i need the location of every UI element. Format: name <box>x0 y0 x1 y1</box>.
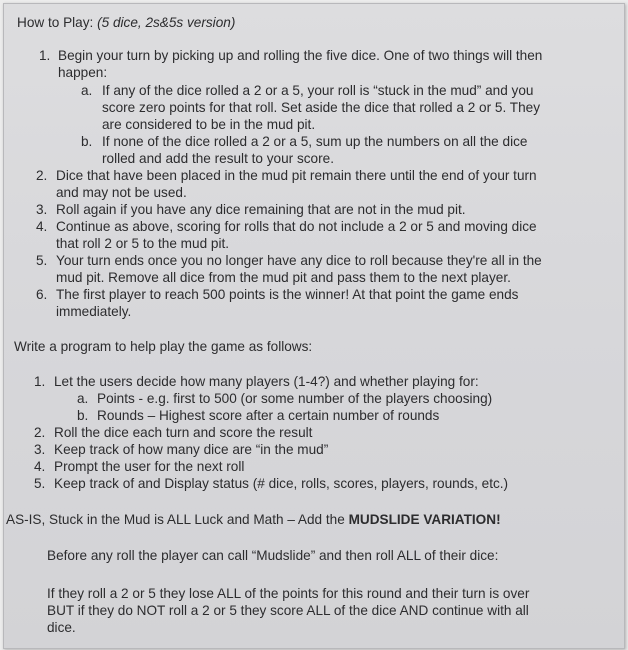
program-1-number: 1. <box>34 374 46 389</box>
variation-paragraph-2-line-3: dice. <box>47 620 76 635</box>
rule-4-number: 4. <box>36 219 48 234</box>
title-variant: (5 dice, 2s&5s version) <box>97 15 236 30</box>
rule-1a-line-1: If any of the dice rolled a 2 or a 5, your roll is “stuck in the mud” and you <box>102 83 534 98</box>
variation-title: MUDSLIDE VARIATION! <box>348 512 501 527</box>
rule-1b-letter: b. <box>81 134 93 149</box>
program-3-text: Keep track of how many dice are “in the mud” <box>54 442 329 457</box>
program-1b-letter: b. <box>77 408 89 423</box>
rule-1b-line-2: rolled and add the result to your score. <box>102 151 334 166</box>
program-2-text: Roll the dice each turn and score the result <box>54 425 313 440</box>
rule-3-number: 3. <box>36 202 48 217</box>
rule-1a-line-3: are considered to be in the mud pit. <box>102 117 316 132</box>
rule-2-line-1: Dice that have been placed in the mud pit remain there until the end of your turn <box>56 168 537 183</box>
document-page <box>3 3 625 649</box>
rule-5-line-2: mud pit. Remove all dice from the mud pit and pass them to the next player. <box>56 270 511 285</box>
program-4-text: Prompt the user for the next roll <box>54 459 245 474</box>
program-4-number: 4. <box>34 459 46 474</box>
rule-1a-letter: a. <box>81 83 93 98</box>
rule-1b-line-1: If none of the dice rolled a 2 or a 5, sum up the numbers on all the dice <box>102 134 528 149</box>
program-5-number: 5. <box>34 476 46 491</box>
variation-intro-text: AS-IS, Stuck in the Mud is ALL Luck and Math – Add the <box>6 512 345 527</box>
program-intro: Write a program to help play the game as follows: <box>14 339 313 354</box>
program-1a-letter: a. <box>77 391 89 406</box>
rule-1-line-2: happen: <box>58 65 108 80</box>
rule-1-line-1: Begin your turn by picking up and rolling the five dice. One of two things will then <box>58 48 543 63</box>
rule-4-line-2: that roll 2 or 5 to the mud pit. <box>56 236 230 251</box>
program-3-number: 3. <box>34 442 46 457</box>
rule-6-line-2: immediately. <box>56 304 132 319</box>
title-label: How to Play: <box>17 15 94 30</box>
variation-paragraph-2-line-2: BUT if they do NOT roll a 2 or 5 they score ALL of the dice AND continue with all <box>47 603 529 618</box>
rule-5-number: 5. <box>36 253 48 268</box>
variation-paragraph-2-line-1: If they roll a 2 or 5 they lose ALL of the points for this round and their turn is over <box>47 586 530 601</box>
program-2-number: 2. <box>34 425 46 440</box>
rule-5-line-1: Your turn ends once you no longer have any dice to roll because they're all in the <box>56 253 542 268</box>
rule-6-line-1: The first player to reach 500 points is the winner! At that point the game ends <box>56 287 519 302</box>
rule-2-line-2: and may not be used. <box>56 185 187 200</box>
variation-intro <box>6 511 501 528</box>
rule-1-number: 1. <box>39 48 51 63</box>
program-5-text: Keep track of and Display status (# dice, rolls, scores, players, rounds, etc.) <box>54 476 509 491</box>
program-1b-text: Rounds – Highest score after a certain number of rounds <box>97 408 440 423</box>
program-1a-text: Points - e.g. first to 500 (or some number of the players choosing) <box>97 391 493 406</box>
rule-2-number: 2. <box>36 168 48 183</box>
page-title <box>17 14 235 31</box>
variation-paragraph-1: Before any roll the player can call “Mudslide” and then roll ALL of their dice: <box>47 548 499 563</box>
rule-4-line-1: Continue as above, scoring for rolls that do not include a 2 or 5 and moving dice <box>56 219 537 234</box>
rule-6-number: 6. <box>36 287 48 302</box>
rule-1a-line-2: score zero points for that roll. Set aside the dice that rolled a 2 or 5. They <box>102 100 541 115</box>
program-1-text: Let the users decide how many players (1-4?) and whether playing for: <box>54 374 479 389</box>
rule-3-line-1: Roll again if you have any dice remaining that are not in the mud pit. <box>56 202 466 217</box>
